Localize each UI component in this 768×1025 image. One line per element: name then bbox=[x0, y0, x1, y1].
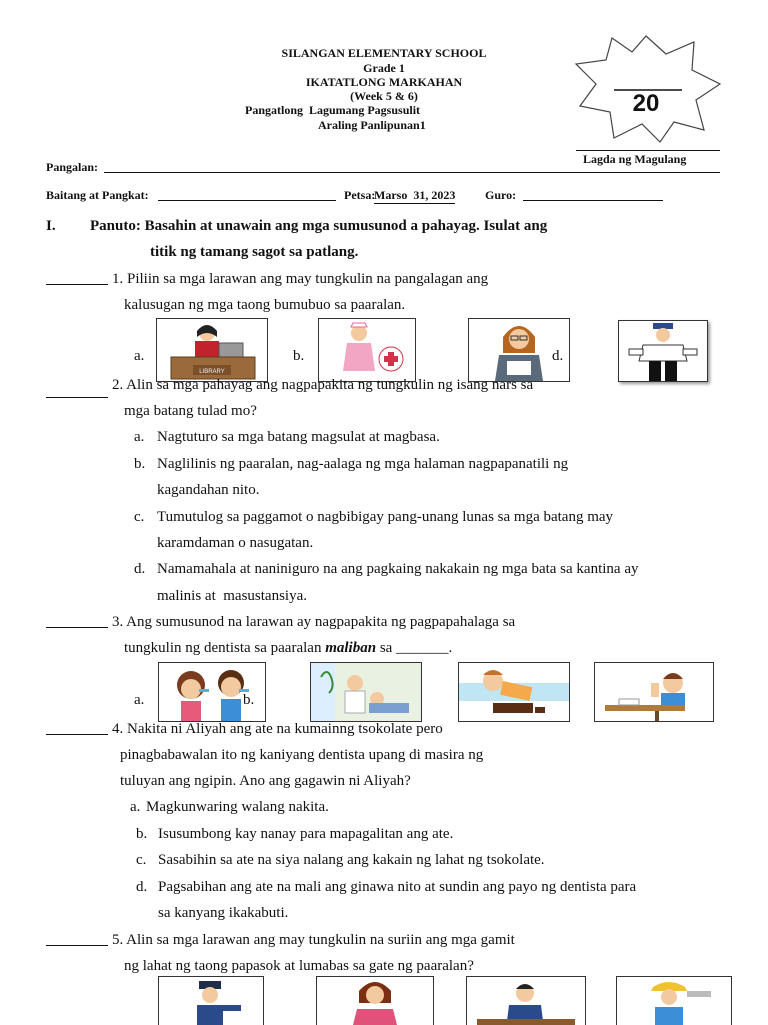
q1-choice-a-image[interactable] bbox=[156, 318, 268, 382]
parent-signature-label: Lagda ng Magulang bbox=[583, 152, 687, 166]
q2-choice-d-text-2: malinis at masustansiya. bbox=[157, 588, 307, 604]
q2-choice-d-text: Namamahala at naniniguro na ang pagkaing nakakain ng mga bata sa kantina ay bbox=[157, 561, 639, 577]
q4-choice-d-text-2: sa kanyang ikakabuti. bbox=[158, 905, 289, 921]
teacher-field[interactable] bbox=[523, 200, 663, 201]
q4-choice-a-letter: a. bbox=[130, 799, 141, 815]
q4-choice-d-text: Pagsabihan ang ate na mali ang ginawa nito at sundin ang payo ng dentista para bbox=[158, 879, 637, 895]
q1-choice-a-label: a. bbox=[134, 348, 145, 364]
q5-choice-d-image[interactable] bbox=[616, 976, 732, 1025]
answer-blank-q3[interactable] bbox=[46, 627, 108, 628]
q2-choice-b-text: Naglilinis ng paaralan, nag-aalaga ng mga halaman nagpapanatili ng bbox=[157, 456, 569, 472]
q2-choice-c-letter: c. bbox=[134, 509, 145, 525]
q2-choice-c-text-2: karamdaman o nasugatan. bbox=[157, 535, 314, 551]
q2-choice-b-letter: b. bbox=[134, 456, 146, 472]
quarter-title: IKATATLONG MARKAHAN bbox=[305, 75, 463, 89]
police-officer-icon bbox=[159, 977, 263, 1025]
q4-choice-c-text: Sasabihin sa ate na siya nalang ang kakain ng lahat ng tsokolate. bbox=[158, 852, 545, 868]
date-value: Marso 31, 2023 bbox=[374, 188, 456, 202]
instructions-line-1: Panuto: Basahin at unawain ang mga sumusunod a pahayag. Isulat ang bbox=[90, 218, 548, 234]
test-name: Pangatlong Lagumang Pagsusulit bbox=[245, 103, 421, 117]
q4-line-3: tuluyan ang ngipin. Ano ang gagawin ni Aliyah? bbox=[120, 773, 411, 789]
q3-choice-b-label: b. bbox=[243, 692, 255, 708]
q2-line-2: mga batang tulad mo? bbox=[124, 403, 257, 419]
q4-line-2: pinagbabawalan ito ng kaniyang dentista upang di masira ng bbox=[120, 747, 484, 763]
q2-choice-c-text: Tumutulog sa paggamot o nagbibigay pang-unang lunas sa mga batang may bbox=[157, 509, 614, 525]
grade-section-label: Baitang at Pangkat: bbox=[46, 188, 149, 202]
janitor-icon bbox=[617, 977, 731, 1025]
q1-choice-b-label: b. bbox=[293, 348, 305, 364]
q1-choice-d-image[interactable] bbox=[618, 320, 708, 382]
woman-teacher-icon bbox=[317, 977, 433, 1025]
child-eating-chocolate-icon bbox=[459, 663, 569, 721]
subject-name: Araling Panlipunan1 bbox=[318, 118, 426, 132]
instructions-line-2: titik ng tamang sagot sa patlang. bbox=[150, 244, 359, 260]
section-number: I. bbox=[46, 218, 56, 234]
q3-choice-d-image[interactable] bbox=[594, 662, 714, 722]
signature-line bbox=[576, 150, 720, 151]
dentist-checkup-icon bbox=[311, 663, 421, 721]
q5-line-1: 5. Alin sa mga larawan ang may tungkulin na suriin ang mga gamit bbox=[112, 932, 515, 948]
grade-section-field[interactable] bbox=[158, 200, 336, 201]
q5-line-2: ng lahat ng taong papasok at lumabas sa gate ng paaralan? bbox=[124, 958, 474, 974]
q5-choice-a-image[interactable] bbox=[158, 976, 264, 1025]
date-label: Petsa: bbox=[344, 188, 376, 202]
q4-choice-b-text: Isusumbong kay nanay para mapagalitan ang ate. bbox=[158, 826, 454, 842]
q1-line-1: 1. Piliin sa mga larawan ang may tungkulin na pangalagan ang bbox=[112, 271, 489, 287]
q1-choice-b-image[interactable] bbox=[318, 318, 416, 382]
q3-line-2-post: sa _______. bbox=[376, 640, 453, 656]
child-at-desk-icon bbox=[595, 663, 713, 721]
librarian-icon bbox=[157, 319, 267, 381]
q2-choice-d-letter: d. bbox=[134, 561, 146, 577]
answer-blank-q4[interactable] bbox=[46, 734, 108, 735]
star-badge-icon bbox=[570, 34, 722, 144]
security-guard-icon bbox=[619, 321, 707, 381]
principal-at-desk-icon bbox=[467, 977, 585, 1025]
score-value: 20 bbox=[632, 90, 660, 117]
q2-choice-a-letter: a. bbox=[134, 429, 145, 445]
q4-line-1: 4. Nakita ni Aliyah ang ate na kumainng tsokolate pero bbox=[112, 721, 443, 737]
q3-line-1: 3. Ang sumusunod na larawan ay nagpapakita ng pagpapahalaga sa bbox=[112, 614, 516, 630]
name-label: Pangalan: bbox=[46, 160, 99, 174]
name-field[interactable] bbox=[104, 172, 720, 173]
week-range: (Week 5 & 6) bbox=[350, 89, 418, 103]
q3-line-2-pre: tungkulin ng dentista sa paaralan bbox=[124, 640, 326, 656]
q2-choice-a-text: Nagtuturo sa mga batang magsulat at magbasa. bbox=[157, 429, 440, 445]
school-name: SILANGAN ELEMENTARY SCHOOL bbox=[281, 46, 487, 60]
q2-choice-b-text-2: kagandahan nito. bbox=[157, 482, 260, 498]
q5-choice-c-image[interactable] bbox=[466, 976, 586, 1025]
library-sign: LIBRARY bbox=[199, 369, 225, 375]
q4-choice-b-letter: b. bbox=[136, 826, 148, 842]
q1-line-2: kalusugan ng mga taong bumubuo sa paaralan. bbox=[124, 297, 406, 313]
teacher-label: Guro: bbox=[485, 188, 517, 202]
q2-line-1: 2. Alin sa mga pahayag ang nagpapakita ng tungkulin ng isang nars sa bbox=[112, 377, 534, 393]
q5-choice-b-image[interactable] bbox=[316, 976, 434, 1025]
answer-blank-q1[interactable] bbox=[46, 284, 108, 285]
answer-blank-q2[interactable] bbox=[46, 397, 108, 398]
q4-choice-d-letter: d. bbox=[136, 879, 148, 895]
q4-choice-a-text: Magkunwaring walang nakita. bbox=[146, 799, 329, 815]
q3-choice-b-image[interactable] bbox=[310, 662, 422, 722]
nurse-icon bbox=[319, 319, 415, 381]
q3-line-2 bbox=[124, 639, 452, 657]
grade-level: Grade 1 bbox=[363, 61, 405, 75]
q3-choice-a-label: a. bbox=[134, 692, 145, 708]
q4-choice-c-letter: c. bbox=[136, 852, 147, 868]
q3-emphasis: maliban bbox=[325, 640, 377, 656]
score-badge bbox=[570, 34, 722, 144]
q1-choice-d-label: d. bbox=[552, 348, 564, 364]
answer-blank-q5[interactable] bbox=[46, 945, 108, 946]
q3-choice-c-image[interactable] bbox=[458, 662, 570, 722]
